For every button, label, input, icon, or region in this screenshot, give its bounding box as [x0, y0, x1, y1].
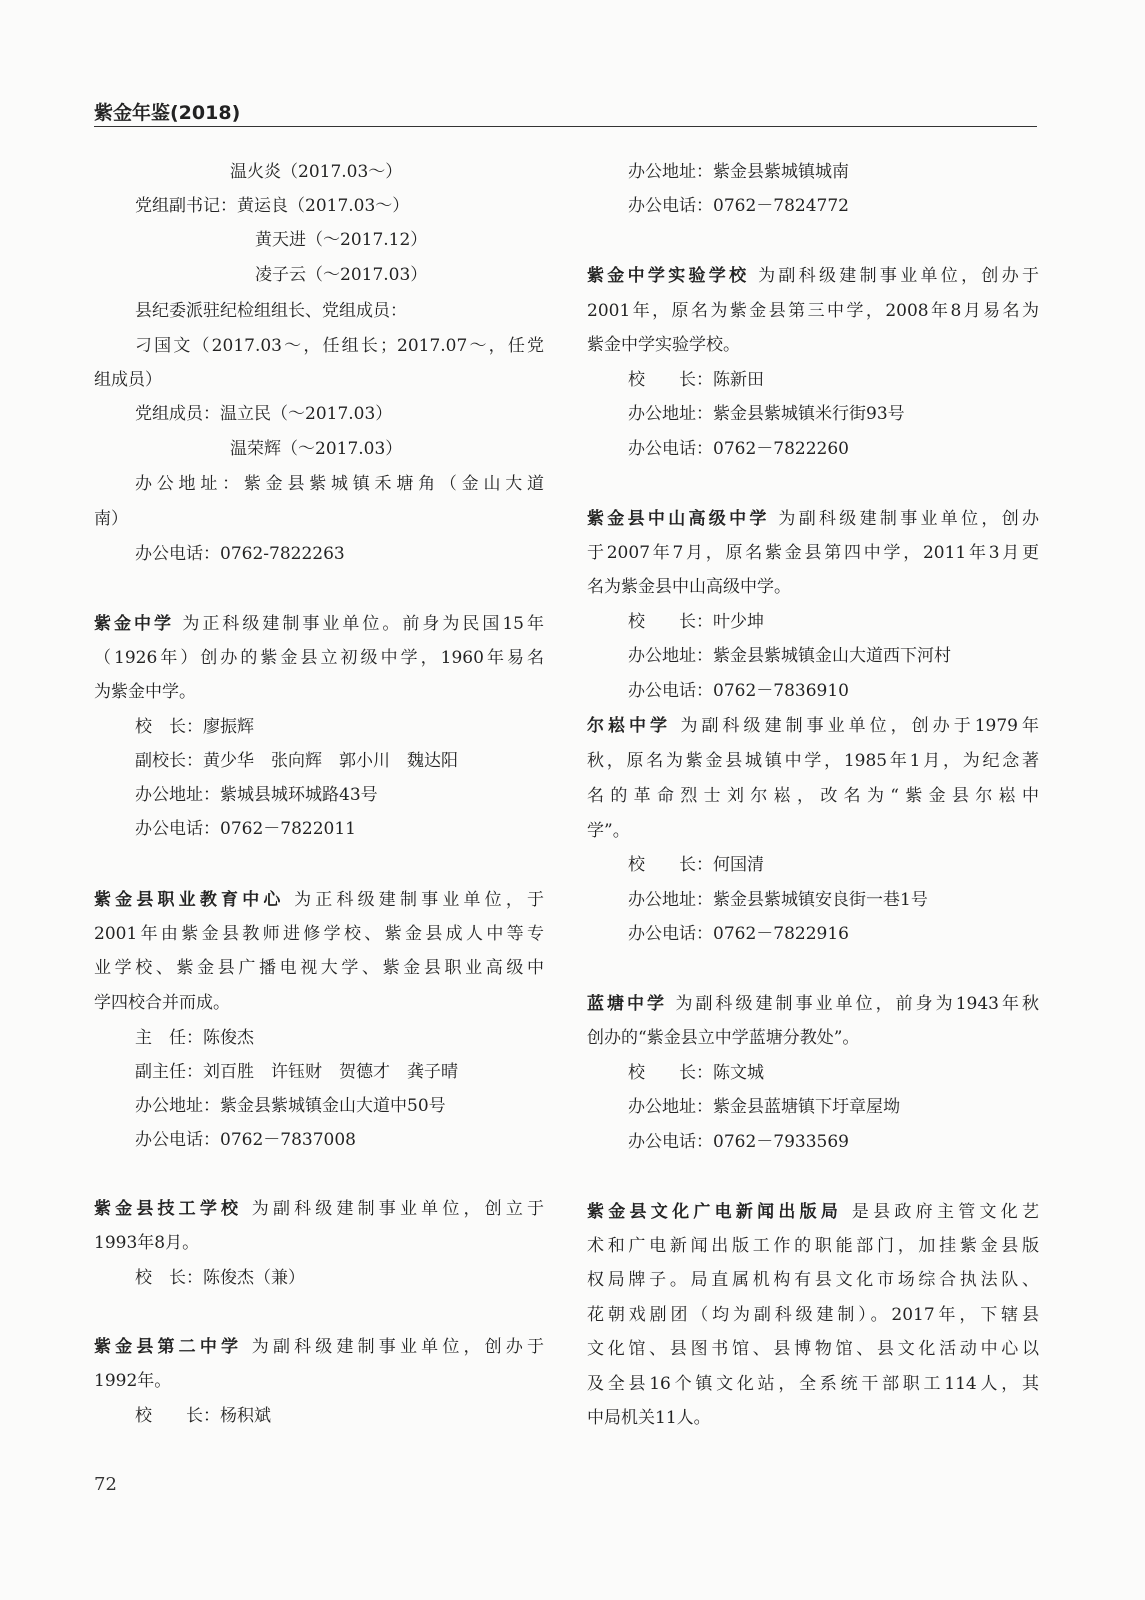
right-text-line	[628, 194, 849, 218]
line-text: 为副科级建制事业单位，前身为1943年秋	[667, 994, 1039, 1014]
line-text: 办公地址：紫城县城环城路43号	[135, 785, 378, 805]
line-text: 秋，原名为紫金县城镇中学，1985年1月，为纪念著	[587, 751, 1039, 771]
line-text: 为副科级建制事业单位，创办于	[749, 266, 1040, 286]
left-text-line	[135, 299, 407, 323]
line-text: 南）	[94, 509, 128, 529]
left-text-line	[94, 1335, 544, 1359]
left-text-line	[94, 368, 162, 392]
line-text: 办公电话：0762－7822916	[628, 924, 849, 944]
left-text-line	[135, 1060, 458, 1084]
right-text-line	[628, 853, 764, 877]
line-text: 办公地址：紫金县紫城镇城南	[628, 162, 849, 182]
right-text-line	[628, 679, 849, 703]
right-text-line	[587, 264, 1039, 288]
line-text: 凌子云（～2017.03）	[255, 265, 428, 285]
right-text-line	[587, 1026, 859, 1050]
left-text-line	[135, 1128, 356, 1152]
line-text: 2001年，原名为紫金县第三中学，2008年8月易名为	[587, 301, 1039, 321]
right-text-line	[587, 1200, 1039, 1224]
line-text: 办公地址：紫金县紫城镇金山大道中50号	[135, 1096, 446, 1116]
right-text-line	[587, 749, 1039, 773]
line-text: 温荣辉（～2017.03）	[230, 439, 403, 459]
right-text-line	[587, 1337, 1039, 1361]
line-text: 组成员）	[94, 370, 162, 390]
left-text-line	[135, 402, 392, 426]
right-text-line	[587, 507, 1039, 531]
line-text: 县纪委派驻纪检组组长、党组成员：	[135, 301, 407, 321]
entry-heading: 紫金中学	[94, 614, 174, 634]
line-text: 权局牌子。局直属机构有县文化市场综合执法队、	[587, 1270, 1039, 1290]
header-rule	[94, 126, 1037, 127]
line-text: 文化馆、县图书馆、县博物馆、县文化活动中心以	[587, 1339, 1039, 1359]
line-text: 主 任：陈俊杰	[135, 1028, 254, 1048]
left-text-line	[255, 263, 427, 287]
left-text-line	[94, 956, 544, 980]
left-text-line	[135, 749, 458, 773]
line-text: 2001年由紫金县教师进修学校、紫金县成人中等专	[94, 924, 544, 944]
line-text: 党组成员：温立民（～2017.03）	[135, 404, 393, 424]
right-text-line	[587, 541, 1039, 565]
right-text-line	[628, 160, 849, 184]
line-text: 校 长：叶少坤	[628, 612, 764, 632]
right-text-line	[628, 1061, 764, 1085]
line-text: 办公电话：0762－7822011	[135, 819, 356, 839]
line-text: 花朝戏剧团（均为副科级建制）。2017年，下辖县	[587, 1305, 1039, 1325]
line-text: 为正科级建制事业单位，于	[284, 890, 545, 910]
line-text: 办公地址：紫金县紫城镇安良街一巷1号	[628, 890, 928, 910]
line-text: 术和广电新闻出版工作的职能部门，加挂紫金县版	[587, 1236, 1039, 1256]
left-text-line	[135, 334, 544, 358]
right-text-line	[628, 922, 849, 946]
left-text-line	[94, 922, 544, 946]
line-text: 校 长：杨积斌	[135, 1406, 271, 1426]
line-text: 及全县16个镇文化站，全系统干部职工114人，其	[587, 1374, 1039, 1394]
line-text: 办公电话：0762-7822263	[135, 544, 345, 564]
entry-heading: 紫金县职业教育中心	[94, 890, 285, 910]
line-text: 办公地址：紫金县蓝塘镇下圩章屋坳	[628, 1097, 900, 1117]
entry-heading: 紫金县文化广电新闻出版局	[587, 1202, 843, 1222]
line-text: 名的革命烈士刘尔崧，改名为“紫金县尔崧中	[587, 786, 1039, 806]
right-text-line	[628, 644, 951, 668]
entry-heading: 蓝塘中学	[587, 994, 668, 1014]
page-header-title: 紫金年鉴(2018)	[94, 102, 241, 124]
right-text-line	[587, 1234, 1039, 1258]
line-text: 1992年。	[94, 1371, 172, 1391]
left-text-line	[255, 228, 427, 252]
right-text-line	[587, 333, 740, 357]
line-text: 办公地址：紫金县紫城镇金山大道西下河村	[628, 646, 951, 666]
right-text-line	[587, 1268, 1039, 1292]
entry-heading: 紫金中学实验学校	[587, 266, 750, 286]
left-text-line	[94, 612, 544, 636]
right-text-line	[587, 299, 1039, 323]
right-text-line	[587, 992, 1039, 1016]
left-text-line	[135, 1026, 254, 1050]
left-text-line	[135, 1404, 271, 1428]
entry-heading: 尔崧中学	[587, 716, 672, 736]
left-text-line	[94, 680, 196, 704]
line-text: 学”。	[587, 821, 630, 841]
line-text: 为副科级建制事业单位，创立于	[242, 1199, 545, 1219]
left-text-line	[94, 888, 544, 912]
line-text: 办公电话：0762－7933569	[628, 1132, 849, 1152]
left-text-line	[230, 437, 402, 461]
left-text-line	[94, 507, 128, 531]
entry-heading: 紫金县技工学校	[94, 1199, 243, 1219]
line-text: 党组副书记：黄运良（2017.03～）	[135, 196, 410, 216]
line-text: 为副科级建制事业单位，创办	[769, 509, 1040, 529]
line-text: 于2007年7月，原名紫金县第四中学，2011年3月更	[587, 543, 1039, 563]
entry-heading: 紫金县第二中学	[94, 1337, 243, 1357]
line-text: 办公地址：紫金县紫城镇禾塘角（金山大道	[135, 474, 544, 494]
left-text-line	[135, 194, 409, 218]
line-text: 为副科级建制事业单位，创办于1979年	[671, 716, 1040, 736]
left-text-line	[135, 472, 544, 496]
line-text: 创办的“紫金县立中学蓝塘分教处”。	[587, 1028, 860, 1048]
line-text: 办公电话：0762－7822260	[628, 439, 849, 459]
line-text: 为紫金中学。	[94, 682, 196, 702]
line-text: 是县政府主管文化艺	[842, 1202, 1040, 1222]
line-text: 为副科级建制事业单位，创办于	[242, 1337, 545, 1357]
right-text-line	[587, 1372, 1039, 1396]
right-text-line	[628, 888, 928, 912]
left-text-line	[135, 783, 378, 807]
left-text-line	[230, 160, 402, 184]
left-text-line	[135, 715, 254, 739]
right-text-line	[587, 575, 791, 599]
line-text: 校 长：陈新田	[628, 370, 764, 390]
line-text: 名为紫金县中山高级中学。	[587, 577, 791, 597]
left-text-line	[135, 1094, 446, 1118]
right-text-line	[587, 1406, 711, 1430]
left-text-line	[94, 991, 230, 1015]
line-text: 校 长：何国清	[628, 855, 764, 875]
line-text: 学四校合并而成。	[94, 993, 230, 1013]
line-text: 校 长：陈文城	[628, 1063, 764, 1083]
right-text-line	[628, 402, 905, 426]
line-text: 副主任：刘百胜 许钰财 贺德才 龚子晴	[135, 1062, 458, 1082]
line-text: 副校长：黄少华 张向辉 郭小川 魏达阳	[135, 751, 458, 771]
right-text-line	[628, 368, 764, 392]
line-text: 业学校、紫金县广播电视大学、紫金县职业高级中	[94, 958, 544, 978]
left-text-line	[135, 1266, 305, 1290]
line-text: 为正科级建制事业单位。前身为民国15年	[174, 614, 544, 634]
line-text: 办公电话：0762－7836910	[628, 681, 849, 701]
line-text: 紫金中学实验学校。	[587, 335, 740, 355]
right-text-line	[628, 1130, 849, 1154]
line-text: 办公电话：0762－7824772	[628, 196, 849, 216]
right-text-line	[587, 1303, 1039, 1327]
line-text: （1926年）创办的紫金县立初级中学，1960年易名	[94, 648, 544, 668]
left-text-line	[94, 1197, 544, 1221]
right-text-line	[587, 714, 1039, 738]
left-text-line	[94, 646, 544, 670]
line-text: 温火炎（2017.03～）	[230, 162, 403, 182]
line-text: 校 长：陈俊杰（兼）	[135, 1268, 305, 1288]
right-text-line	[628, 437, 849, 461]
line-text: 办公地址：紫金县紫城镇米行街93号	[628, 404, 905, 424]
left-text-line	[135, 817, 356, 841]
page-number: 72	[94, 1474, 117, 1495]
right-text-line	[587, 784, 1039, 808]
right-text-line	[628, 1095, 900, 1119]
line-text: 1993年8月。	[94, 1233, 200, 1253]
line-text: 校 长：廖振辉	[135, 717, 254, 737]
left-text-line	[94, 1231, 199, 1255]
left-text-line	[94, 1369, 171, 1393]
right-text-line	[628, 610, 764, 634]
line-text: 刁国文（2017.03～，任组长；2017.07～，任党	[135, 336, 544, 356]
right-text-line	[587, 819, 630, 843]
line-text: 黄天进（～2017.12）	[255, 230, 428, 250]
line-text: 中局机关11人。	[587, 1408, 711, 1428]
left-text-line	[135, 542, 345, 566]
entry-heading: 紫金县中山高级中学	[587, 509, 770, 529]
line-text: 办公电话：0762－7837008	[135, 1130, 356, 1150]
